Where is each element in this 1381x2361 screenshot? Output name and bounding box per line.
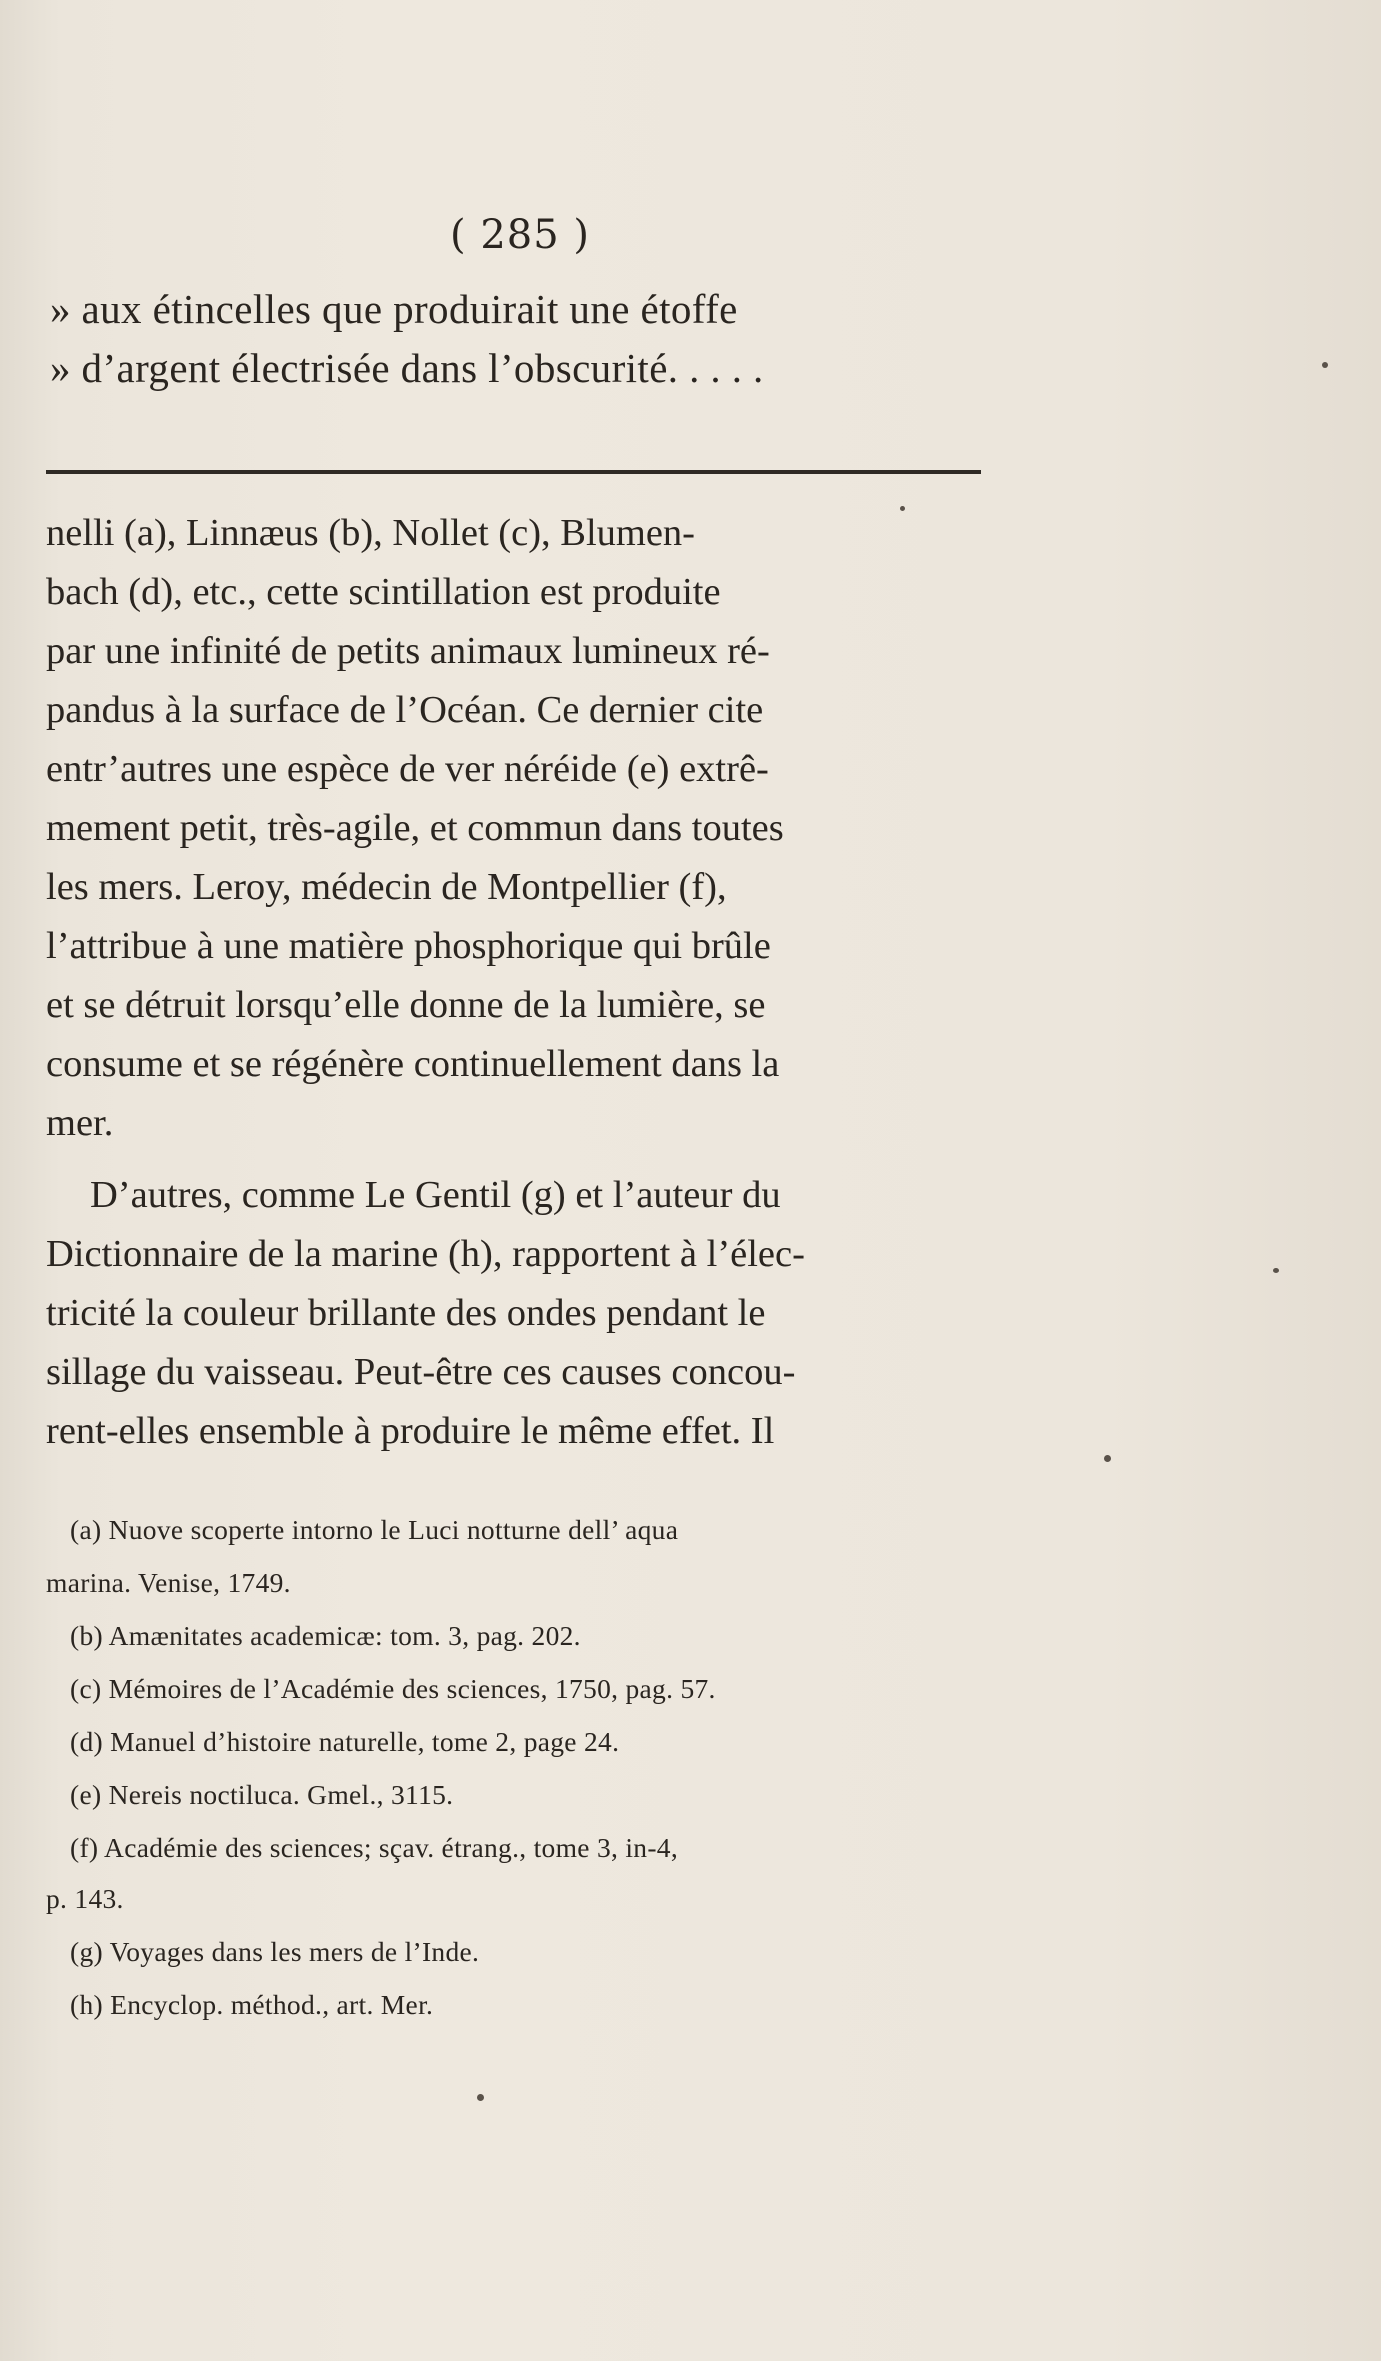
footnote: (c) Mémoires de l’Académie des sciences, 1750, pag. 57. xyxy=(70,1673,716,1704)
footnote: (d) Manuel d’histoire naturelle, tome 2, page 24. xyxy=(70,1726,620,1757)
paper-speck xyxy=(900,506,905,511)
quote-line: » aux étincelles que produirait une étoffe xyxy=(50,286,738,332)
paragraph-line: et se détruit lorsqu’elle donne de la lumière, se xyxy=(46,984,766,1026)
paragraph-line: par une infinité de petits animaux lumineux ré- xyxy=(46,630,770,672)
paragraph-line: pandus à la surface de l’Océan. Ce dernier cite xyxy=(46,689,764,731)
paragraph-line: l’attribue à une matière phosphorique qui brûle xyxy=(46,925,771,967)
footnote: (g) Voyages dans les mers de l’Inde. xyxy=(70,1936,480,1967)
paragraph-line: mement petit, très-agile, et commun dans toutes xyxy=(46,807,784,849)
paragraph-line: mer. xyxy=(46,1102,114,1144)
paragraph-line: Dictionnaire de la marine (h), rapportent à l’élec- xyxy=(46,1233,805,1275)
paper-speck xyxy=(1273,1268,1279,1273)
quote-line: » d’argent électrisée dans l’obscurité. . . . . xyxy=(50,345,764,391)
paragraph-line: consume et se régénère continuellement dans la xyxy=(46,1043,780,1085)
paragraph-line: rent-elles ensemble à produire le même effet. Il xyxy=(46,1410,775,1452)
footnote-continuation: p. 143. xyxy=(46,1883,124,1914)
footnote: (f) Académie des sciences; sçav. étrang., tome 3, in-4, xyxy=(70,1832,679,1863)
footnote: (h) Encyclop. méthod., art. Mer. xyxy=(70,1989,434,2020)
footnote: (a) Nuove scoperte intorno le Luci notturne dell’ aqua xyxy=(70,1514,679,1545)
footnote-continuation: marina. Venise, 1749. xyxy=(46,1567,291,1598)
paragraph-line: entr’autres une espèce de ver néréide (e) extrê- xyxy=(46,748,769,790)
paper-speck xyxy=(1104,1455,1111,1462)
footnote: (e) Nereis noctiluca. Gmel., 3115. xyxy=(70,1779,454,1810)
paragraph-line: les mers. Leroy, médecin de Montpellier (f), xyxy=(46,866,727,908)
section-rule xyxy=(46,470,981,474)
paragraph-line: tricité la couleur brillante des ondes pendant le xyxy=(46,1292,766,1334)
paper-speck xyxy=(477,2094,484,2101)
page-number: ( 285 ) xyxy=(450,212,590,258)
paragraph-line: D’autres, comme Le Gentil (g) et l’auteur du xyxy=(90,1174,781,1216)
paper-speck xyxy=(1322,362,1328,368)
paragraph-line: bach (d), etc., cette scintillation est produite xyxy=(46,571,721,613)
paragraph-line: sillage du vaisseau. Peut-être ces causes concou- xyxy=(46,1351,796,1393)
paragraph-line: nelli (a), Linnæus (b), Nollet (c), Blumen- xyxy=(46,512,695,554)
footnote: (b) Amænitates academicæ: tom. 3, pag. 202. xyxy=(70,1620,581,1651)
